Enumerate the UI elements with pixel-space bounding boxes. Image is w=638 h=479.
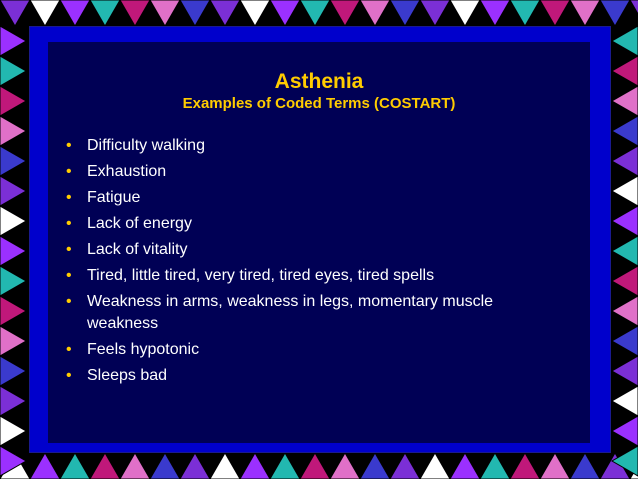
bullet-item bbox=[66, 187, 566, 209]
border-triangle bbox=[210, 453, 240, 479]
border-triangle bbox=[0, 296, 26, 326]
border-triangle bbox=[570, 453, 600, 479]
border-triangle bbox=[0, 56, 26, 86]
border-triangle bbox=[612, 56, 638, 86]
border-triangle bbox=[0, 0, 30, 26]
bullet-item bbox=[66, 213, 566, 235]
border-triangle bbox=[0, 176, 26, 206]
bullet-item bbox=[66, 161, 566, 183]
bullet-text: Difficulty walking bbox=[87, 137, 205, 154]
border-triangle bbox=[240, 453, 270, 479]
bullet-text: Feels hypotonic bbox=[87, 341, 200, 358]
border-triangle bbox=[330, 453, 360, 479]
border-triangle bbox=[0, 86, 26, 116]
border-triangle bbox=[150, 453, 180, 479]
border-triangle bbox=[0, 416, 26, 446]
border-triangle bbox=[60, 453, 90, 479]
border-triangle bbox=[540, 0, 570, 26]
bullet-icon: • bbox=[66, 293, 72, 310]
border-triangle bbox=[0, 386, 26, 416]
border-triangle bbox=[300, 0, 330, 26]
border-triangle bbox=[240, 0, 270, 26]
border-triangle bbox=[210, 0, 240, 26]
border-triangle bbox=[612, 386, 638, 416]
border-triangle bbox=[612, 86, 638, 116]
bullet-item bbox=[66, 265, 566, 287]
border-triangle bbox=[0, 26, 26, 56]
bullet-text: Tired, little tired, very tired, tired eyes, tired spells bbox=[87, 267, 435, 284]
bullet-text: Fatigue bbox=[87, 189, 141, 206]
slide-subtitle: Examples of Coded Terms (COSTART) bbox=[182, 95, 456, 112]
border-triangle bbox=[270, 0, 300, 26]
slide-content bbox=[48, 42, 590, 443]
bullet-item bbox=[66, 135, 566, 157]
border-triangle bbox=[270, 453, 300, 479]
border-triangle bbox=[0, 236, 26, 266]
border-triangle bbox=[30, 0, 60, 26]
border-triangle bbox=[420, 453, 450, 479]
border-triangle bbox=[612, 26, 638, 56]
border-triangle bbox=[570, 0, 600, 26]
border-triangle bbox=[120, 0, 150, 26]
border-triangle bbox=[180, 453, 210, 479]
border-triangle bbox=[612, 146, 638, 176]
border-triangle bbox=[0, 116, 26, 146]
border-triangle bbox=[390, 0, 420, 26]
bullet-icon: • bbox=[66, 241, 72, 258]
border-triangle bbox=[90, 453, 120, 479]
border-triangle bbox=[120, 453, 150, 479]
bullet-list bbox=[66, 135, 566, 391]
bullet-item bbox=[66, 365, 566, 387]
border-triangle bbox=[60, 0, 90, 26]
border-triangle bbox=[180, 0, 210, 26]
border-triangle bbox=[612, 296, 638, 326]
bullet-icon: • bbox=[66, 163, 72, 180]
bullet-icon: • bbox=[66, 137, 72, 154]
border-triangle bbox=[0, 356, 26, 386]
border-triangle bbox=[612, 116, 638, 146]
bullet-item bbox=[66, 291, 566, 335]
bullet-icon: • bbox=[66, 341, 72, 358]
border-triangle bbox=[300, 453, 330, 479]
border-triangle bbox=[450, 453, 480, 479]
border-triangle bbox=[150, 0, 180, 26]
slide-title: Asthenia bbox=[274, 70, 364, 93]
border-triangle bbox=[30, 453, 60, 479]
border-triangle bbox=[540, 453, 570, 479]
bullet-icon: • bbox=[66, 215, 72, 232]
bullet-item bbox=[66, 339, 566, 361]
border-triangle bbox=[612, 236, 638, 266]
border-triangle bbox=[0, 146, 26, 176]
border-triangle bbox=[600, 0, 630, 26]
border-triangle bbox=[510, 453, 540, 479]
border-triangle bbox=[0, 206, 26, 236]
bullet-icon: • bbox=[66, 367, 72, 384]
border-triangle bbox=[390, 453, 420, 479]
border-triangle bbox=[0, 266, 26, 296]
border-triangle bbox=[360, 0, 390, 26]
border-triangle bbox=[330, 0, 360, 26]
border-triangle bbox=[360, 453, 390, 479]
border-triangle bbox=[450, 0, 480, 26]
border-triangle bbox=[90, 0, 120, 26]
border-triangle bbox=[480, 453, 510, 479]
bullet-text: Lack of energy bbox=[87, 215, 192, 232]
bullet-text: Weakness in arms, weakness in legs, momentary muscle weakness bbox=[87, 293, 494, 332]
border-triangle bbox=[612, 206, 638, 236]
border-triangle bbox=[612, 326, 638, 356]
border-triangle bbox=[612, 416, 638, 446]
bullet-text: Lack of vitality bbox=[87, 241, 188, 258]
border-triangle bbox=[0, 326, 26, 356]
border-triangle bbox=[480, 0, 510, 26]
border-triangle bbox=[612, 266, 638, 296]
bullet-text: Sleeps bad bbox=[87, 367, 168, 384]
bullet-icon: • bbox=[66, 189, 72, 206]
border-triangle bbox=[420, 0, 450, 26]
bullet-icon: • bbox=[66, 267, 72, 284]
border-triangle bbox=[630, 0, 638, 26]
border-triangle bbox=[510, 0, 540, 26]
border-triangle bbox=[612, 176, 638, 206]
border-triangle bbox=[612, 356, 638, 386]
bullet-item bbox=[66, 239, 566, 261]
bullet-text: Exhaustion bbox=[87, 163, 167, 180]
